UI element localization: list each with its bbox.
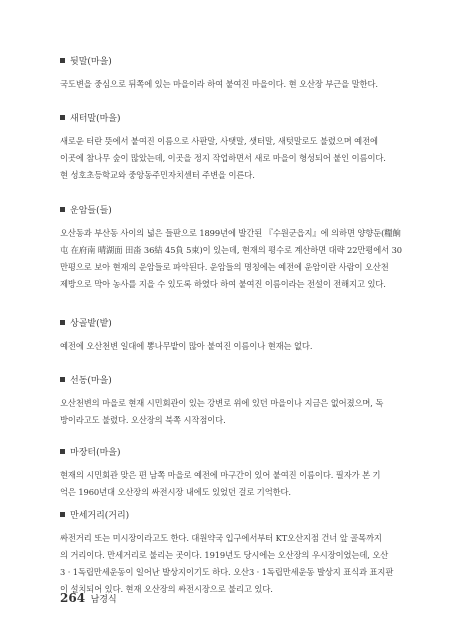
entry-title-text: 새터말(마을) xyxy=(70,114,121,124)
body-line: 제방으로 막아 농사를 지을 수 있도록 하였다 하여 붙여진 이름이라는 전설이 전해지고 있다. xyxy=(60,279,386,289)
square-bullet-icon xyxy=(60,512,65,517)
body-line: 새로운 터란 뜻에서 붙여진 이름으로 사판말, 사탯말, 샛터말, 새텃말로도 불렸으며 예전에 xyxy=(60,136,378,146)
body-line: 현 성호초등학교와 중앙동주민자치센터 주변을 이른다. xyxy=(60,170,255,180)
entry-title xyxy=(60,447,420,459)
body-line: 억은 1960년대 오산장의 싸전시장 내에도 있었던 걸로 기억한다. xyxy=(60,487,291,497)
entry-unamdeul xyxy=(60,205,420,293)
footer-source: 남경식 xyxy=(90,595,117,605)
square-bullet-icon xyxy=(60,58,65,63)
entry-majangteo xyxy=(60,447,420,501)
entry-body xyxy=(60,76,420,93)
body-line: 방이라고도 불렸다. 오산장의 북쪽 시작점이다. xyxy=(60,415,226,425)
entry-body xyxy=(60,338,420,355)
body-line: 국도변을 중심으로 뒤쪽에 있는 마을이라 하여 붙여진 마을이다. 현 오산장 부근을 말한다. xyxy=(60,79,378,89)
entry-title xyxy=(60,56,420,68)
body-line: 3 · 1독립만세운동이 일어난 발상지이기도 하다. 오산3 · 1독립만세운동 발상지 표식과 표지판 xyxy=(60,567,394,577)
entry-body xyxy=(60,225,420,293)
body-line: 이곳에 참나무 숲이 많았는데, 이곳을 정지 작업하면서 새로 마을이 형성되어 붙인 이름이다. xyxy=(60,153,386,163)
entry-sanggolbat xyxy=(60,318,420,355)
square-bullet-icon xyxy=(60,320,65,325)
entry-title xyxy=(60,205,420,217)
square-bullet-icon xyxy=(60,377,65,382)
body-line: 예전에 오산천변 일대에 뽕나무밭이 많아 붙여진 이름이나 현재는 없다. xyxy=(60,341,313,351)
square-bullet-icon xyxy=(60,449,65,454)
entry-title-text: 뒷말(마을) xyxy=(70,57,112,67)
entry-title-text: 상골밭(밭) xyxy=(70,319,112,329)
entry-dwitmal xyxy=(60,56,420,93)
body-line: 싸전거리 또는 미시장이라고도 한다. 대원약국 입구에서부터 KT오산지점 건너 앞 골목까지 xyxy=(60,533,382,543)
entry-title xyxy=(60,113,420,125)
entry-mansegeori xyxy=(60,510,420,598)
entry-title xyxy=(60,318,420,330)
body-line: 오산동과 부산동 사이의 넓은 들판으로 1899년에 발간된 『수원군읍지』에 의하면 양향둔(糧餉 xyxy=(60,228,401,238)
entry-title xyxy=(60,375,420,387)
entry-body xyxy=(60,530,420,598)
square-bullet-icon xyxy=(60,115,65,120)
body-line: 의 거리이다. 만세거리로 불리는 곳이다. 1919년도 당시에는 오산장의 우시장이었는데, 오산 xyxy=(60,550,389,560)
entry-saeteomal xyxy=(60,113,420,184)
body-line: 이 설치되어 있다. 현재 오산장의 싸전시장으로 불리고 있다. xyxy=(60,584,273,594)
entry-body xyxy=(60,467,420,501)
page-footer xyxy=(60,591,117,605)
body-line: 현재의 시민회관 맞은 편 남쪽 마을로 예전에 마구간이 있어 붙여진 이름이다. 필자가 본 기 xyxy=(60,470,381,480)
entry-seondong xyxy=(60,375,420,429)
entry-title-text: 마장터(마을) xyxy=(70,448,121,458)
entry-body xyxy=(60,133,420,184)
entry-body xyxy=(60,395,420,429)
square-bullet-icon xyxy=(60,207,65,212)
body-line: 오산천변의 마을로 현재 시민회관이 있는 강변로 위에 있던 마을이나 지금은 없어졌으며, 독 xyxy=(60,398,384,408)
body-line: 만평으로 보아 현재의 운암들로 파악된다. 운암들의 명칭에는 예전에 운암이란 사람이 오산천 xyxy=(60,262,389,272)
page-number: 264 xyxy=(60,591,86,605)
body-line: 屯 在府南 晴湖面 田畓 36結 45負 5束)이 있는데, 현재의 평수로 계산하면 대략 22만평에서 30 xyxy=(60,245,402,255)
entry-title-text: 선동(마을) xyxy=(70,376,112,386)
entry-title-text: 운암들(들) xyxy=(70,206,112,216)
entry-title xyxy=(60,510,420,522)
entry-title-text: 만세거리(거리) xyxy=(70,511,130,521)
